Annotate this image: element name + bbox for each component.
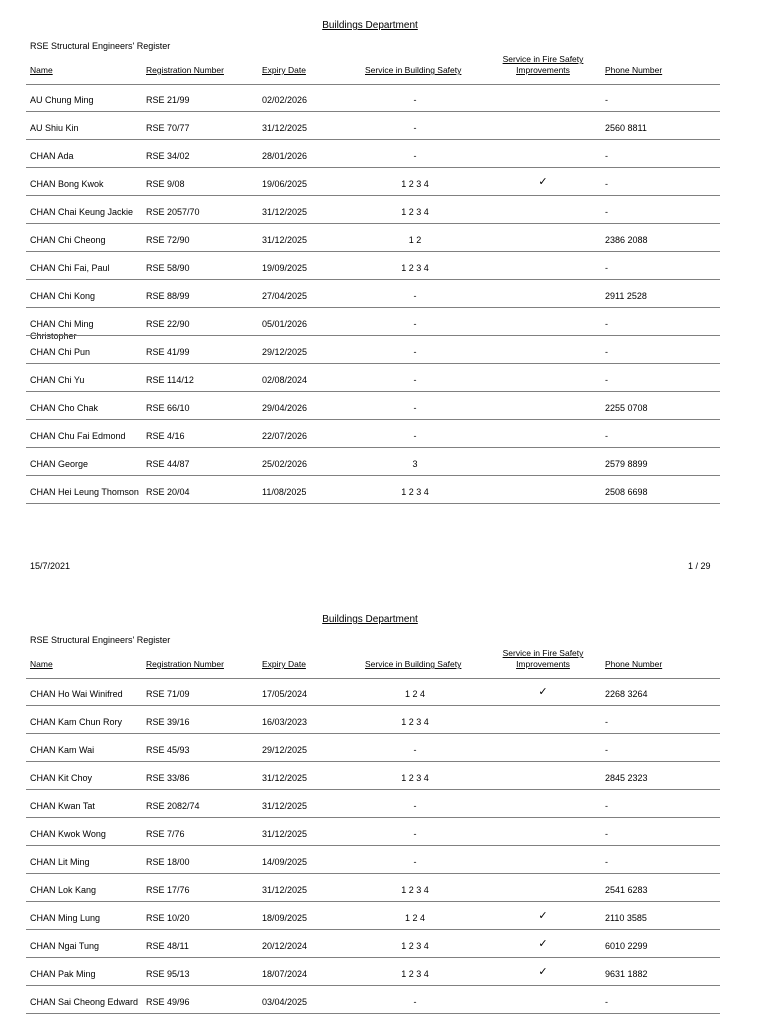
cell-building-safety: - xyxy=(413,151,417,161)
cell-name: AU Shiu Kin xyxy=(30,123,79,133)
cell-phone: - xyxy=(605,375,608,385)
cell-registration: RSE 71/09 xyxy=(146,689,190,699)
cell-building-safety: - xyxy=(413,375,417,385)
cell-name: CHAN Sai Cheong Edward xyxy=(30,997,139,1007)
header-expiry-date: Expiry Date xyxy=(262,659,306,669)
header-name: Name xyxy=(30,659,53,669)
header-fire-safety-line1: Service in Fire Safety xyxy=(502,54,584,64)
cell-name: CHAN George xyxy=(30,459,89,469)
cell-phone: 2110 3585 xyxy=(605,913,647,923)
table-row xyxy=(0,762,768,790)
cell-name: CHAN Chi Cheong xyxy=(30,235,106,245)
cell-expiry: 31/12/2025 xyxy=(262,207,308,217)
cell-registration: RSE 48/11 xyxy=(146,941,189,951)
cell-building-safety: - xyxy=(413,291,417,301)
cell-name: CHAN Lok Kang xyxy=(30,885,97,895)
table-row xyxy=(0,420,768,448)
table-row xyxy=(0,280,768,308)
cell-expiry: 02/08/2024 xyxy=(262,375,308,385)
cell-name: CHAN Kam Chun Rory xyxy=(30,717,123,727)
cell-building-safety: 1 2 3 4 xyxy=(401,885,429,895)
cell-registration: RSE 34/02 xyxy=(146,151,190,161)
table-row xyxy=(0,392,768,420)
check-icon: ✓ xyxy=(538,176,548,188)
cell-registration: RSE 21/99 xyxy=(146,95,190,105)
cell-name: CHAN Kit Choy xyxy=(30,773,93,783)
department-heading: Buildings Department xyxy=(322,614,418,625)
table-row xyxy=(0,846,768,874)
cell-registration: RSE 44/87 xyxy=(146,459,190,469)
cell-registration: RSE 39/16 xyxy=(146,717,190,727)
header-expiry-date: Expiry Date xyxy=(262,65,306,75)
cell-name: CHAN Lit Ming xyxy=(30,857,90,867)
cell-name: CHAN Chi Yu xyxy=(30,375,85,385)
cell-phone: 9631 1882 xyxy=(605,969,648,979)
cell-expiry: 31/12/2025 xyxy=(262,885,308,895)
cell-registration: RSE 33/86 xyxy=(146,773,190,783)
header-name: Name xyxy=(30,65,53,75)
department-heading: Buildings Department xyxy=(322,20,418,31)
cell-phone: - xyxy=(605,207,608,217)
cell-building-safety: 3 xyxy=(412,459,418,469)
header-registration-number: Registration Number xyxy=(146,65,224,75)
cell-expiry: 19/09/2025 xyxy=(262,263,308,273)
cell-phone: 2255 0708 xyxy=(605,403,648,413)
cell-name: CHAN Kwan Tat xyxy=(30,801,95,811)
cell-phone: - xyxy=(605,997,608,1007)
cell-name: CHAN Chi Pun xyxy=(30,347,91,357)
table-row xyxy=(0,448,768,476)
cell-name: CHAN Ming Lung xyxy=(30,913,101,923)
header-phone-number: Phone Number xyxy=(605,659,663,669)
check-icon: ✓ xyxy=(538,966,548,978)
footer-page-number: 1 / 29 xyxy=(688,561,711,571)
cell-expiry: 17/05/2024 xyxy=(262,689,308,699)
header-fire-safety-line2: Improvements xyxy=(516,65,570,75)
cell-building-safety: 1 2 3 4 xyxy=(401,969,429,979)
register-table-page-1 xyxy=(0,84,768,504)
table-row xyxy=(0,958,768,986)
cell-phone: - xyxy=(605,263,608,273)
cell-registration: RSE 10/20 xyxy=(146,913,190,923)
cell-phone: - xyxy=(605,745,608,755)
cell-building-safety: - xyxy=(413,431,417,441)
cell-registration: RSE 22/90 xyxy=(146,319,190,329)
cell-building-safety: 1 2 3 4 xyxy=(401,487,429,497)
cell-building-safety: - xyxy=(413,801,417,811)
cell-name: CHAN Chu Fai Edmond xyxy=(30,431,126,441)
cell-registration: RSE 20/04 xyxy=(146,487,190,497)
cell-registration: RSE 2057/70 xyxy=(146,207,200,217)
table-row xyxy=(0,252,768,280)
cell-registration: RSE 4/16 xyxy=(146,431,185,441)
table-row xyxy=(0,364,768,392)
cell-building-safety: - xyxy=(413,829,417,839)
cell-expiry: 20/12/2024 xyxy=(262,941,308,951)
table-row xyxy=(0,930,768,958)
cell-phone: - xyxy=(605,829,608,839)
cell-phone: - xyxy=(605,95,608,105)
cell-building-safety: - xyxy=(413,123,417,133)
cell-expiry: 19/06/2025 xyxy=(262,179,308,189)
cell-building-safety: - xyxy=(413,95,417,105)
table-row xyxy=(0,818,768,846)
cell-building-safety: - xyxy=(413,347,417,357)
cell-registration: RSE 18/00 xyxy=(146,857,190,867)
cell-building-safety: 1 2 3 4 xyxy=(401,717,429,727)
header-fire-safety-line2: Improvements xyxy=(516,659,570,669)
cell-phone: - xyxy=(605,151,608,161)
cell-registration: RSE 41/99 xyxy=(146,347,190,357)
cell-expiry: 25/02/2026 xyxy=(262,459,308,469)
table-row xyxy=(0,874,768,902)
cell-name: CHAN Chi Kong xyxy=(30,291,96,301)
cell-building-safety: 1 2 3 4 xyxy=(401,207,429,217)
table-row xyxy=(0,140,768,168)
cell-registration: RSE 66/10 xyxy=(146,403,190,413)
cell-expiry: 18/07/2024 xyxy=(262,969,308,979)
table-row xyxy=(0,168,768,196)
cell-expiry: 29/04/2026 xyxy=(262,403,308,413)
cell-expiry: 31/12/2025 xyxy=(262,773,308,783)
cell-phone: 2508 6698 xyxy=(605,487,648,497)
header-building-safety: Service in Building Safety xyxy=(365,65,462,75)
table-row xyxy=(0,706,768,734)
cell-registration: RSE 72/90 xyxy=(146,235,190,245)
cell-registration: RSE 58/90 xyxy=(146,263,190,273)
cell-name: CHAN Kam Wai xyxy=(30,745,95,755)
cell-phone: 2911 2528 xyxy=(605,291,647,301)
cell-building-safety: 1 2 3 4 xyxy=(401,941,429,951)
register-title: RSE Structural Engineers' Register xyxy=(30,41,171,51)
cell-building-safety: - xyxy=(413,403,417,413)
cell-phone: - xyxy=(605,179,608,189)
cell-registration: RSE 49/96 xyxy=(146,997,190,1007)
check-icon: ✓ xyxy=(538,938,548,950)
check-icon: ✓ xyxy=(538,686,548,698)
cell-phone: 2579 8899 xyxy=(605,459,648,469)
cell-expiry: 16/03/2023 xyxy=(262,717,308,727)
cell-phone: - xyxy=(605,319,608,329)
table-row xyxy=(0,336,768,364)
cell-building-safety: 1 2 3 4 xyxy=(401,773,429,783)
cell-name: CHAN Chi Fai, Paul xyxy=(30,263,110,273)
cell-registration: RSE 45/93 xyxy=(146,745,190,755)
cell-name: CHAN Pak Ming xyxy=(30,969,96,979)
header-building-safety: Service in Building Safety xyxy=(365,659,462,669)
cell-expiry: 31/12/2025 xyxy=(262,829,308,839)
header-registration-number: Registration Number xyxy=(146,659,224,669)
cell-phone: 2386 2088 xyxy=(605,235,648,245)
cell-expiry: 02/02/2026 xyxy=(262,95,308,105)
cell-phone: 6010 2299 xyxy=(605,941,648,951)
table-row xyxy=(0,112,768,140)
cell-expiry: 31/12/2025 xyxy=(262,235,308,245)
check-icon: ✓ xyxy=(538,910,548,922)
cell-name: CHAN Ho Wai Winifred xyxy=(30,689,123,699)
cell-name: CHAN Hei Leung Thomson xyxy=(30,487,139,497)
table-row xyxy=(0,986,768,1014)
cell-registration: RSE 114/12 xyxy=(146,375,194,385)
cell-phone: 2845 2323 xyxy=(605,773,648,783)
cell-expiry: 28/01/2026 xyxy=(262,151,308,161)
cell-expiry: 29/12/2025 xyxy=(262,745,308,755)
cell-registration: RSE 95/13 xyxy=(146,969,190,979)
cell-expiry: 18/09/2025 xyxy=(262,913,308,923)
cell-expiry: 27/04/2025 xyxy=(262,291,308,301)
cell-name: CHAN Cho Chak xyxy=(30,403,99,413)
cell-name: CHAN Ada xyxy=(30,151,74,161)
header-fire-safety-line1: Service in Fire Safety xyxy=(502,648,584,658)
footer-date: 15/7/2021 xyxy=(30,561,71,571)
header-fire-safety xyxy=(488,54,598,76)
cell-expiry: 29/12/2025 xyxy=(262,347,308,357)
cell-name: CHAN Chai Keung Jackie xyxy=(30,207,134,217)
cell-phone: 2560 8811 xyxy=(605,123,647,133)
cell-phone: - xyxy=(605,717,608,727)
cell-expiry: 31/12/2025 xyxy=(262,801,308,811)
cell-expiry: 03/04/2025 xyxy=(262,997,308,1007)
cell-phone: - xyxy=(605,431,608,441)
cell-registration: RSE 9/08 xyxy=(146,179,185,189)
cell-name: CHAN Ngai Tung xyxy=(30,941,100,951)
cell-phone: - xyxy=(605,857,608,867)
header-fire-safety xyxy=(488,648,598,670)
cell-registration: RSE 70/77 xyxy=(146,123,190,133)
register-table-page-2 xyxy=(0,678,768,1014)
cell-phone: - xyxy=(605,347,608,357)
cell-building-safety: 1 2 3 4 xyxy=(401,263,429,273)
cell-expiry: 31/12/2025 xyxy=(262,123,308,133)
register-title: RSE Structural Engineers' Register xyxy=(30,635,171,645)
cell-name: AU Chung Ming xyxy=(30,95,94,105)
cell-building-safety: - xyxy=(413,857,417,867)
cell-phone: - xyxy=(605,801,608,811)
table-row xyxy=(0,902,768,930)
cell-building-safety: 1 2 3 4 xyxy=(401,179,429,189)
cell-building-safety: - xyxy=(413,319,417,329)
cell-name: CHAN Bong Kwok xyxy=(30,179,104,189)
table-row xyxy=(0,308,768,341)
cell-registration: RSE 2082/74 xyxy=(146,801,200,811)
table-row xyxy=(0,678,768,706)
cell-expiry: 22/07/2026 xyxy=(262,431,308,441)
table-row xyxy=(0,476,768,504)
cell-building-safety: - xyxy=(413,745,417,755)
cell-name: CHAN Chi Ming Christopher xyxy=(30,319,94,341)
cell-expiry: 11/08/2025 xyxy=(262,487,307,497)
cell-building-safety: 1 2 xyxy=(408,235,422,245)
table-row xyxy=(0,790,768,818)
table-row xyxy=(0,224,768,252)
cell-building-safety: 1 2 4 xyxy=(404,913,426,923)
cell-name: CHAN Kwok Wong xyxy=(30,829,106,839)
cell-registration: RSE 7/76 xyxy=(146,829,185,839)
cell-registration: RSE 88/99 xyxy=(146,291,190,301)
cell-phone: 2541 6283 xyxy=(605,885,648,895)
cell-expiry: 05/01/2026 xyxy=(262,319,308,329)
cell-building-safety: - xyxy=(413,997,417,1007)
table-row xyxy=(0,84,768,112)
cell-registration: RSE 17/76 xyxy=(146,885,190,895)
cell-phone: 2268 3264 xyxy=(605,689,648,699)
cell-expiry: 14/09/2025 xyxy=(262,857,308,867)
table-row xyxy=(0,196,768,224)
cell-building-safety: 1 2 4 xyxy=(404,689,426,699)
table-row xyxy=(0,734,768,762)
header-phone-number: Phone Number xyxy=(605,65,663,75)
